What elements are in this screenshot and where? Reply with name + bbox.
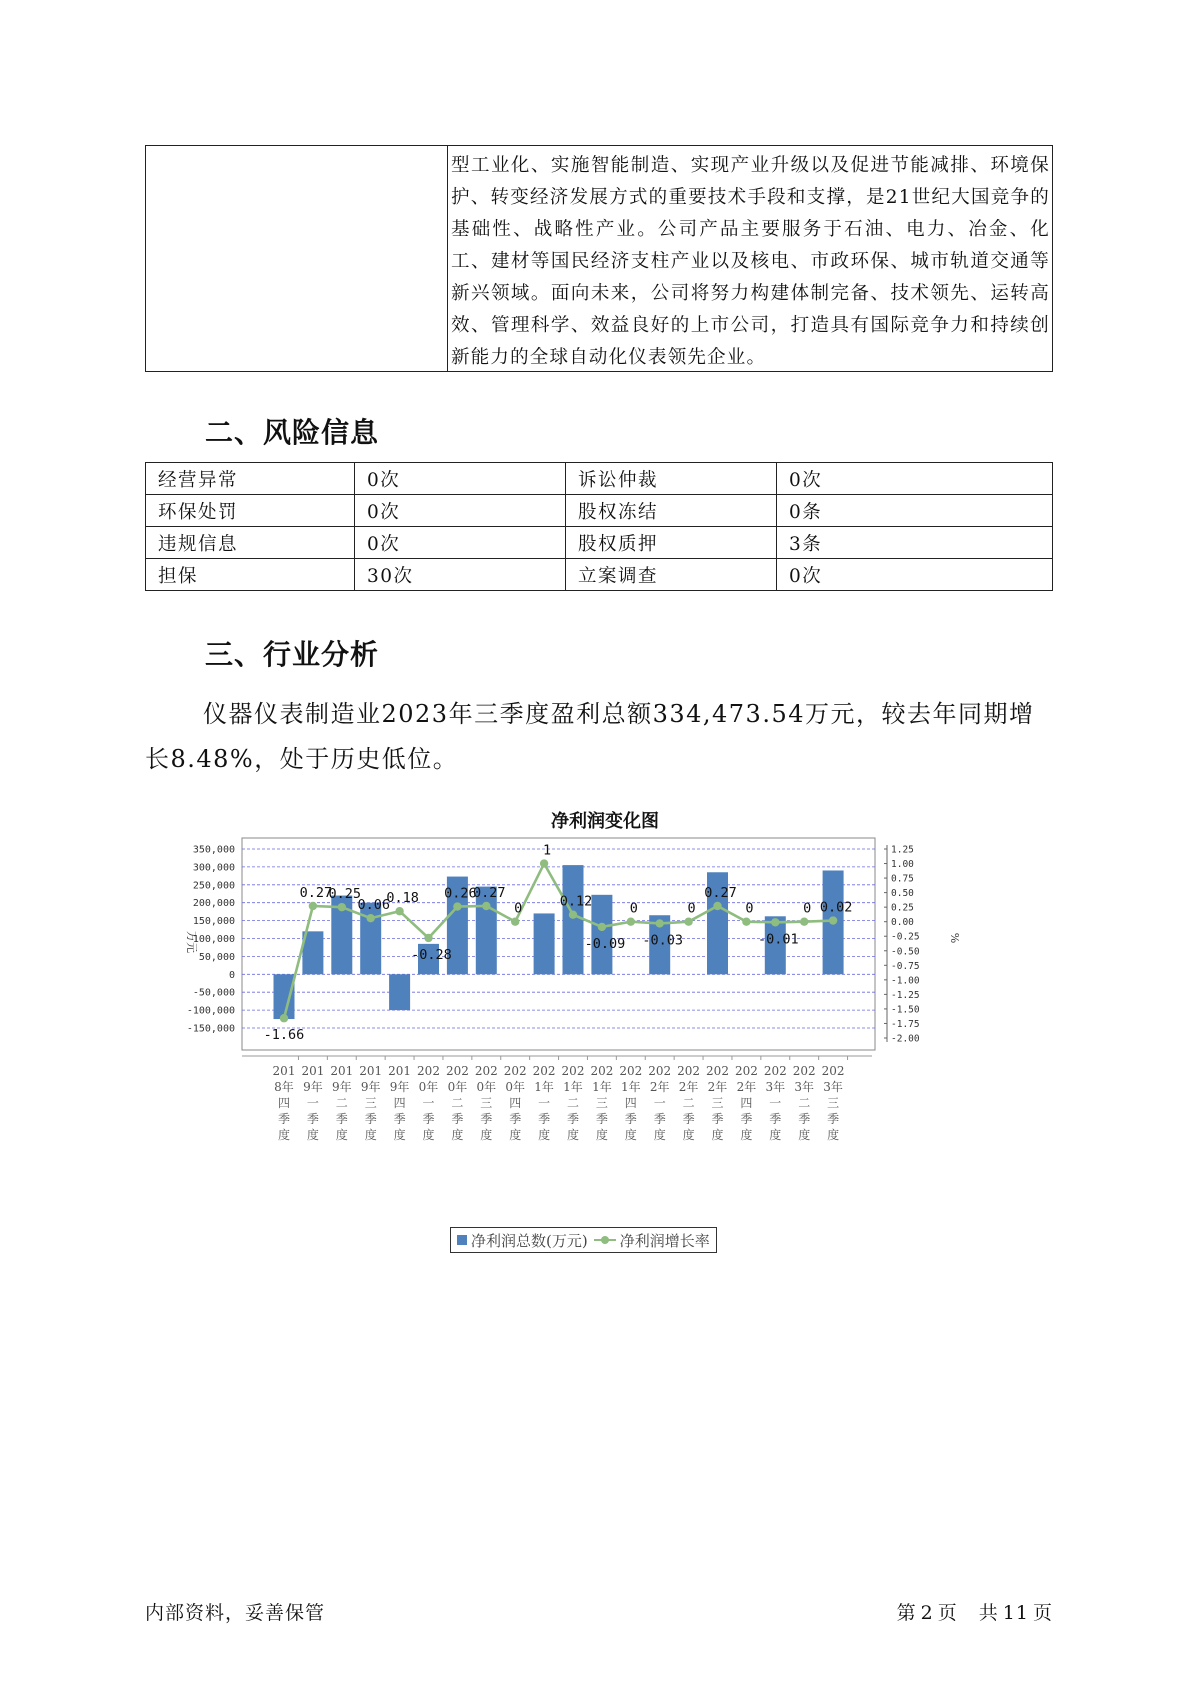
data-label: 0.27 <box>473 884 506 901</box>
growth-point <box>309 902 317 910</box>
y-tick-label: 150,000 <box>192 916 235 928</box>
data-label: 0.06 <box>357 897 390 914</box>
y-tick-label: 250,000 <box>192 880 235 892</box>
legend-line-label: 净利润增长率 <box>619 1231 710 1250</box>
bar <box>360 903 381 975</box>
y2-tick-label: 1.25 <box>891 844 914 856</box>
risk-value: 0次 <box>777 463 1053 495</box>
growth-point <box>742 917 750 925</box>
legend-line-swatch <box>594 1235 616 1245</box>
growth-point <box>627 917 635 925</box>
data-label: 0.18 <box>386 890 419 907</box>
growth-point <box>511 917 519 925</box>
data-label: 1 <box>543 842 552 859</box>
y-tick-label: 200,000 <box>192 898 235 910</box>
growth-point <box>395 907 403 915</box>
y2-tick-label: -2.00 <box>891 1033 920 1045</box>
risk-value: 0次 <box>355 463 566 495</box>
x-tick-label: 201 9年二季度 <box>330 1064 354 1142</box>
x-tick-label: 202 0年一季度 <box>417 1064 440 1142</box>
data-label: 0.27 <box>299 884 333 901</box>
bar <box>591 895 612 974</box>
bar <box>563 865 584 974</box>
risk-label: 经营异常 <box>146 463 355 495</box>
table-row <box>146 463 1053 495</box>
data-label: -0.03 <box>642 932 684 949</box>
x-tick-label: 202 1年四季度 <box>619 1064 643 1142</box>
risk-label: 诉讼仲裁 <box>566 463 777 495</box>
x-tick-label: 201 9年三季度 <box>359 1064 383 1142</box>
net-profit-chart <box>175 800 1035 1270</box>
x-tick-label: 201 9年一季度 <box>301 1064 325 1142</box>
y-tick-label: -150,000 <box>186 1023 235 1035</box>
data-label: 0.26 <box>444 885 477 902</box>
y-tick-label: 0 <box>228 969 235 981</box>
risk-label: 股权质押 <box>566 527 777 559</box>
growth-point <box>598 923 606 931</box>
y2-tick-label: 0.50 <box>891 888 914 900</box>
y-tick-label: -50,000 <box>192 987 235 999</box>
table-row <box>146 559 1053 591</box>
y2-tick-label: -1.25 <box>891 989 920 1001</box>
data-label: 0.27 <box>704 884 737 901</box>
data-label: 0 <box>745 900 754 917</box>
data-label: 0.02 <box>819 899 853 916</box>
y-axis-title: 万元 <box>185 931 198 953</box>
growth-point <box>771 918 779 926</box>
risk-label: 环保处罚 <box>146 495 355 527</box>
data-label: -0.09 <box>584 935 626 952</box>
data-label: 0 <box>803 900 812 917</box>
x-tick-label: 202 1年三季度 <box>590 1064 614 1142</box>
risk-label: 股权冻结 <box>566 495 777 527</box>
growth-point <box>540 859 548 867</box>
y2-tick-label: -1.50 <box>891 1004 920 1016</box>
data-label: 0 <box>629 900 638 917</box>
risk-value: 0次 <box>355 495 566 527</box>
growth-point <box>656 919 664 927</box>
data-label: -0.01 <box>757 931 799 948</box>
x-tick-label: 202 1年二季度 <box>561 1064 585 1142</box>
growth-point <box>684 917 692 925</box>
growth-point <box>569 911 577 919</box>
intro-table <box>145 145 1053 372</box>
x-tick-label: 202 3年三季度 <box>821 1064 845 1142</box>
x-tick-label: 202 2年四季度 <box>734 1064 758 1142</box>
y-tick-label: -100,000 <box>186 1005 235 1017</box>
y2-tick-label: -1.75 <box>891 1018 920 1030</box>
table-row <box>146 495 1053 527</box>
y2-tick-label: 0.25 <box>891 902 914 914</box>
x-tick-label: 202 2年二季度 <box>677 1064 701 1142</box>
y-tick-label: 50,000 <box>198 951 235 963</box>
x-tick-label: 202 0年二季度 <box>445 1064 469 1142</box>
risk-label: 违规信息 <box>146 527 355 559</box>
x-tick-label: 202 1年一季度 <box>532 1064 556 1142</box>
growth-point <box>482 902 490 910</box>
y-tick-label: 300,000 <box>192 862 235 874</box>
growth-point <box>800 917 808 925</box>
legend-bar-swatch <box>457 1235 467 1245</box>
data-label: 0 <box>687 900 696 917</box>
chart-canvas <box>175 800 1035 1270</box>
intro-text: 型工业化、实施智能制造、实现产业升级以及促进节能减排、环境保护、转变经济发展方式的重要技术手段和支撑，是21世纪大国竞争的基础性、战略性产业。公司产品主要服务于石油、电力、冶金、化工、建材等国民经济支柱产业以及核电、市政环保、城市轨道交通等新兴领域。面向未来，公司将努力构建体制完备、技术领先、运转高效、管理科学、效益良好的上市公司，打造具有国际竞争力和持续创新能力的全球自动化仪表领先企业。 <box>451 155 1050 368</box>
data-label: 0.12 <box>559 893 593 910</box>
risk-value: 0次 <box>355 527 566 559</box>
x-tick-label: 202 2年一季度 <box>648 1064 672 1142</box>
y2-tick-label: -0.50 <box>891 946 920 958</box>
x-tick-label: 202 0年四季度 <box>503 1064 527 1142</box>
data-label: -1.66 <box>263 1027 305 1044</box>
risk-section-title: 二、风险信息 <box>205 416 380 449</box>
footer-confidential: 内部资料，妥善保管 <box>145 1602 326 1624</box>
y2-tick-label: -1.00 <box>891 975 920 987</box>
risk-value: 3条 <box>777 527 1053 559</box>
data-label: 0 <box>514 900 523 917</box>
growth-point <box>280 1014 288 1022</box>
industry-paragraph: 仪器仪表制造业2023年三季度盈利总额334,473.54万元，较去年同期增长8.48%，处于历史低位。 <box>145 700 1035 773</box>
risk-value: 0次 <box>777 559 1053 591</box>
growth-point <box>713 902 721 910</box>
data-label: 0.25 <box>328 886 362 903</box>
risk-label: 立案调查 <box>566 559 777 591</box>
y2-axis-title: % <box>948 932 961 944</box>
risk-table <box>145 462 1053 591</box>
risk-label: 担保 <box>146 559 355 591</box>
growth-point <box>453 902 461 910</box>
table-row <box>146 527 1053 559</box>
y2-tick-label: 0.00 <box>891 917 914 929</box>
x-tick-label: 201 8年四季度 <box>272 1064 296 1142</box>
data-label: -0.28 <box>411 946 452 963</box>
y2-tick-label: -0.25 <box>891 931 920 943</box>
bar <box>389 974 410 1010</box>
x-tick-label: 202 3年一季度 <box>763 1064 787 1142</box>
x-tick-label: 202 3年二季度 <box>792 1064 816 1142</box>
chart-title: 净利润变化图 <box>551 811 659 832</box>
y2-tick-label: -0.75 <box>891 960 920 972</box>
intro-table-left-cell <box>146 146 448 371</box>
y2-tick-label: 0.75 <box>891 873 914 885</box>
bar <box>534 913 555 974</box>
footer-page-number: 第 2 页 共 11 页 <box>896 1602 1053 1624</box>
industry-section-title: 三、行业分析 <box>205 638 380 671</box>
y2-tick-label: 1.00 <box>891 859 914 871</box>
x-tick-label: 202 2年三季度 <box>706 1064 729 1142</box>
risk-value: 30次 <box>355 559 566 591</box>
risk-value: 0条 <box>777 495 1053 527</box>
x-tick-label: 202 0年三季度 <box>474 1064 498 1142</box>
growth-point <box>829 916 837 924</box>
y-tick-label: 350,000 <box>192 844 235 856</box>
growth-point <box>338 903 346 911</box>
growth-point <box>367 914 375 922</box>
y-tick-label: 100,000 <box>192 934 235 945</box>
x-tick-label: 201 9年四季度 <box>388 1064 412 1142</box>
legend-bar-label: 净利润总数(万元) <box>471 1231 588 1250</box>
growth-point <box>424 934 432 942</box>
chart-legend <box>450 1227 717 1253</box>
bar <box>274 974 295 1019</box>
